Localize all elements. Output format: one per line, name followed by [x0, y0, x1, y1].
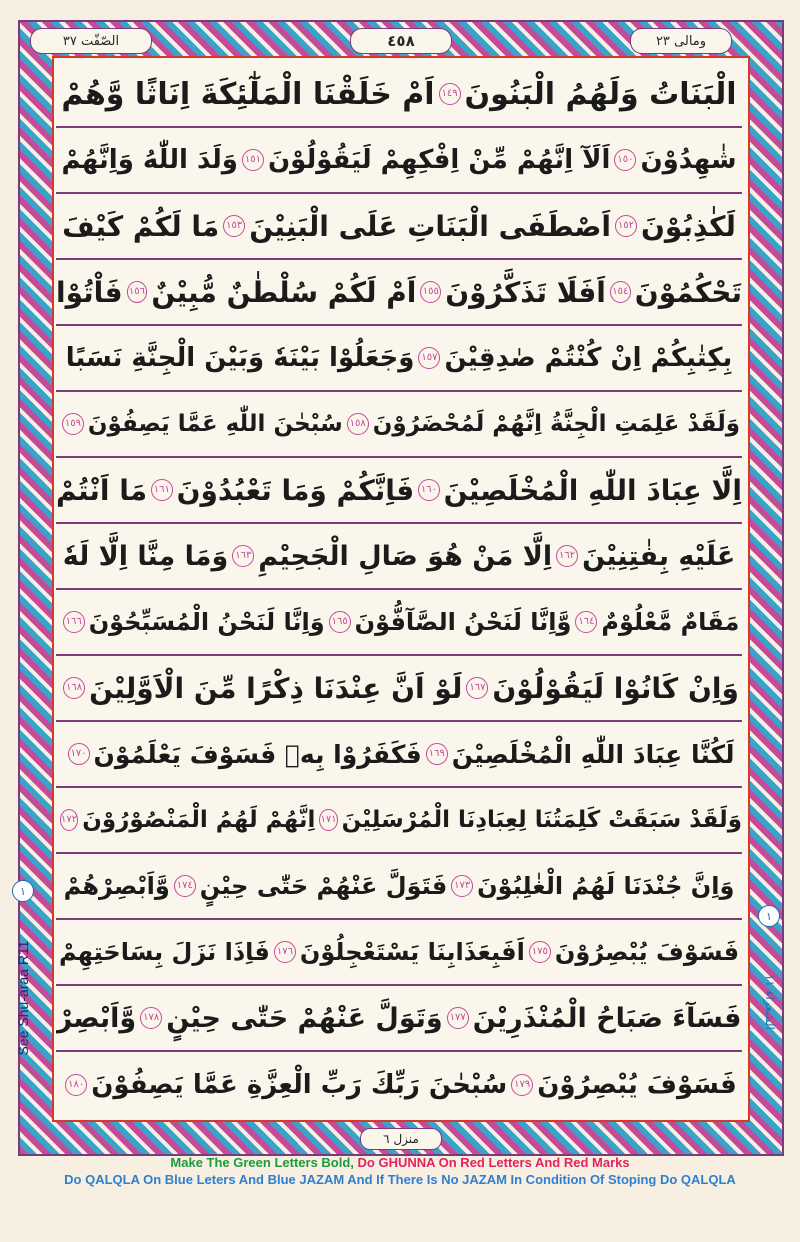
verse-text: تَحْكُمُوْنَ: [634, 275, 742, 309]
ayah-number-icon: ١٦٩: [426, 743, 448, 765]
verse-text: مَا لَكُمْ كَيْفَ: [62, 209, 220, 243]
verse-text: وَّاِنَّا لَنَحْنُ الصَّآفُّوْنَ: [354, 608, 572, 636]
verse-text: وَمَا مِنَّا اِلَّا لَهٗ: [62, 540, 229, 572]
ayah-number-icon: ١٧٢: [60, 809, 78, 831]
verse-text: فَسَوْفَ يُبْصِرُوْنَ: [554, 938, 740, 966]
ayah-number-icon: ١٦٤: [575, 611, 597, 633]
verse-text: فَاِذَا نَزَلَ بِسَاحَتِهِمْ: [58, 938, 270, 966]
verse-text: لَوْ اَنَّ عِنْدَنَا ذِكْرًا مِّنَ الْاَوَّلِيْنَ: [89, 671, 463, 705]
surah-name-header: الصّفّت ٣٧: [30, 28, 152, 54]
verse-text: وَاِنَّا لَنَحْنُ الْمُسَبِّحُوْنَ: [88, 608, 325, 636]
verse-text: شٰهِدُوْنَ: [640, 145, 737, 175]
verse-text: اَصْطَفَى الْبَنَاتِ عَلَى الْبَنِيْنَ: [249, 209, 611, 243]
ayah-number-icon: ١٧٣: [451, 875, 473, 897]
verse-line: [56, 524, 742, 590]
verse-text: اِلَّا عِبَادَ اللّٰهِ الْمُخْلَصِيْنَ: [443, 473, 742, 507]
ayah-number-icon: ١٥٧: [418, 347, 440, 369]
verse-text: لَكُنَّا عِبَادَ اللّٰهِ الْمُخْلَصِيْنَ: [451, 739, 735, 769]
verse-text: الْبَنَاتُ وَلَهُمُ الْبَنُونَ: [464, 76, 737, 112]
ayah-number-icon: ١٦٧: [466, 677, 488, 699]
verse-line: [56, 392, 742, 458]
juz-name-header: ومالی ٢٣: [630, 28, 732, 54]
right-margin-note: [756, 905, 784, 1105]
verse-text: وَّاَبْصِرْ: [56, 1002, 137, 1034]
ayah-number-icon: ١٥٥: [420, 281, 441, 303]
ayah-number-icon: ١٧٧: [447, 1007, 469, 1029]
verse-line: [56, 854, 742, 920]
verse-text: اَمْ خَلَقْنَا الْمَلٰٓئِكَةَ اِنَاثًا وَّهُمْ: [61, 76, 435, 112]
verse-line: [56, 656, 742, 722]
page-number: ٤٥٨: [350, 28, 452, 54]
instruction-green: Make The Green Letters Bold,: [170, 1155, 358, 1170]
ayah-number-icon: ١٥٩: [62, 413, 84, 435]
verse-line: [56, 260, 742, 326]
verse-text: وَجَعَلُوْا بَيْنَهٗ وَبَيْنَ الْجِنَّةِ نَسَبًا: [65, 343, 415, 373]
verse-line: [56, 1052, 742, 1118]
ayah-number-icon: ١٥٣: [223, 215, 245, 237]
verse-text: لَكٰذِبُوْنَ: [641, 209, 736, 243]
ayah-number-icon: ١٧٠: [68, 743, 90, 765]
verse-text: عَلَيْهِ بِفٰتِنِيْنَ: [582, 540, 736, 572]
verse-text: مَا اَنْتُمْ: [56, 473, 148, 507]
ayah-number-icon: ١٧١: [319, 809, 337, 831]
verse-text: فَسَآءَ صَبَاحُ الْمُنْذَرِيْنَ: [472, 1002, 742, 1034]
verse-text: فَاْتُوْا: [56, 275, 123, 309]
verse-text: اِنَّهُمْ لَهُمُ الْمَنْصُوْرُوْنَ: [82, 807, 316, 833]
manzil-marker: منزل ٦: [360, 1128, 442, 1150]
verse-text: اِلَّا مَنْ هُوَ صَالِ الْجَحِيْمِ: [258, 540, 553, 572]
ayah-number-icon: ١٥٢: [615, 215, 637, 237]
verse-text: وَاِنَّ جُنْدَنَا لَهُمُ الْغٰلِبُوْنَ: [477, 872, 735, 900]
verse-line: [56, 986, 742, 1052]
ruku-marker-icon: ١: [758, 905, 780, 927]
verse-text: سُبْحٰنَ رَبِّكَ رَبِّ الْعِزَّةِ عَمَّا يَصِفُوْنَ: [91, 1070, 508, 1100]
margin-reference-text: See Shu-araa R11: [15, 940, 31, 1056]
verse-line: [56, 590, 742, 656]
verse-line: [56, 62, 742, 128]
verse-text: اَمْ لَكُمْ سُلْطٰنٌ مُّبِيْنٌ: [151, 275, 417, 309]
ayah-number-icon: ١٦٥: [329, 611, 351, 633]
verse-text: اَفَلَا تَذَكَّرُوْنَ: [445, 275, 606, 309]
verse-text: وَلَقَدْ سَبَقَتْ كَلِمَتُنَا لِعِبَادِنَا الْمُرْسَلِيْنَ: [341, 807, 742, 833]
verse-line: [56, 788, 742, 854]
verse-line: [56, 920, 742, 986]
ayah-number-icon: ١٦١: [151, 479, 172, 501]
ayah-number-icon: ١٥٤: [610, 281, 631, 303]
verse-line: [56, 128, 742, 194]
verse-line: [56, 194, 742, 260]
instruction-blue: Do QALQLA On Blue Leters And Blue JAZAM And If There Is No JAZAM In Condition Of Stoping Do QALQLA: [64, 1172, 736, 1187]
verse-text: اَلَآ اِنَّهُمْ مِّنْ اِفْكِهِمْ لَيَقُوْلُوْنَ: [267, 145, 611, 175]
margin-reference-text: الشعراء ١١: [763, 974, 777, 1030]
verse-line: [56, 722, 742, 788]
ayah-number-icon: ١٧٥: [529, 941, 551, 963]
ayah-number-icon: ١٥٦: [127, 281, 148, 303]
ayah-number-icon: ١٧٤: [174, 875, 196, 897]
ayah-number-icon: ١٥٨: [347, 413, 369, 435]
ayah-number-icon: ١٦٠: [418, 479, 439, 501]
ayah-number-icon: ١٨٠: [65, 1074, 87, 1096]
verse-text: وَاِنْ كَانُوْا لَيَقُوْلُوْنَ: [492, 671, 739, 705]
ayah-number-icon: ١٥١: [242, 149, 264, 171]
verse-text: اَفَبِعَذَابِنَا يَسْتَعْجِلُوْنَ: [299, 938, 525, 966]
ayah-number-icon: ١٧٦: [274, 941, 296, 963]
verse-text: وَتَوَلَّ عَنْهُمْ حَتّٰى حِيْنٍ: [166, 1002, 443, 1034]
ayah-number-icon: ١٦٦: [63, 611, 85, 633]
ayah-number-icon: ١٦٨: [63, 677, 85, 699]
verse-text: بِكِتٰبِكُمْ اِنْ كُنْتُمْ صٰدِقِيْنَ: [444, 343, 733, 373]
verse-text: فَتَوَلَّ عَنْهُمْ حَتّٰى حِيْنٍ: [199, 872, 448, 900]
ayah-number-icon: ١٧٩: [511, 1074, 533, 1096]
ayah-number-icon: ١٥٠: [614, 149, 636, 171]
verse-line: [56, 326, 742, 392]
instruction-red: Do GHUNNA On Red Letters And Red Marks: [357, 1155, 630, 1170]
verse-text: فَسَوْفَ يُبْصِرُوْنَ: [537, 1070, 737, 1100]
ayah-number-icon: ١٤٩: [439, 83, 461, 105]
verse-text: سُبْحٰنَ اللّٰهِ عَمَّا يَصِفُوْنَ: [87, 411, 343, 437]
verse-line: [56, 458, 742, 524]
verse-text: مَقَامٌ مَّعْلُوْمٌ: [601, 608, 740, 636]
tajweed-instructions: [0, 1154, 800, 1188]
ayah-number-icon: ١٦٢: [556, 545, 578, 567]
verse-text: فَاِنَّكُمْ وَمَا تَعْبُدُوْنَ: [176, 473, 415, 507]
quran-text-block: [56, 62, 742, 1118]
ayah-number-icon: ١٧٨: [140, 1007, 162, 1029]
verse-text: وَلَقَدْ عَلِمَتِ الْجِنَّةُ اِنَّهُمْ لَمُحْضَرُوْنَ: [372, 411, 741, 437]
verse-text: وَلَدَ اللّٰهُ وَاِنَّهُمْ: [61, 145, 238, 175]
verse-text: وَّاَبْصِرْهُمْ: [63, 872, 170, 900]
left-margin-note: [10, 880, 36, 1130]
ayah-number-icon: ١٦٣: [232, 545, 254, 567]
ruku-marker-icon: ١: [12, 880, 34, 902]
verse-text: فَكَفَرُوْا بِهٖ فَسَوْفَ يَعْلَمُوْنَ: [93, 739, 422, 769]
